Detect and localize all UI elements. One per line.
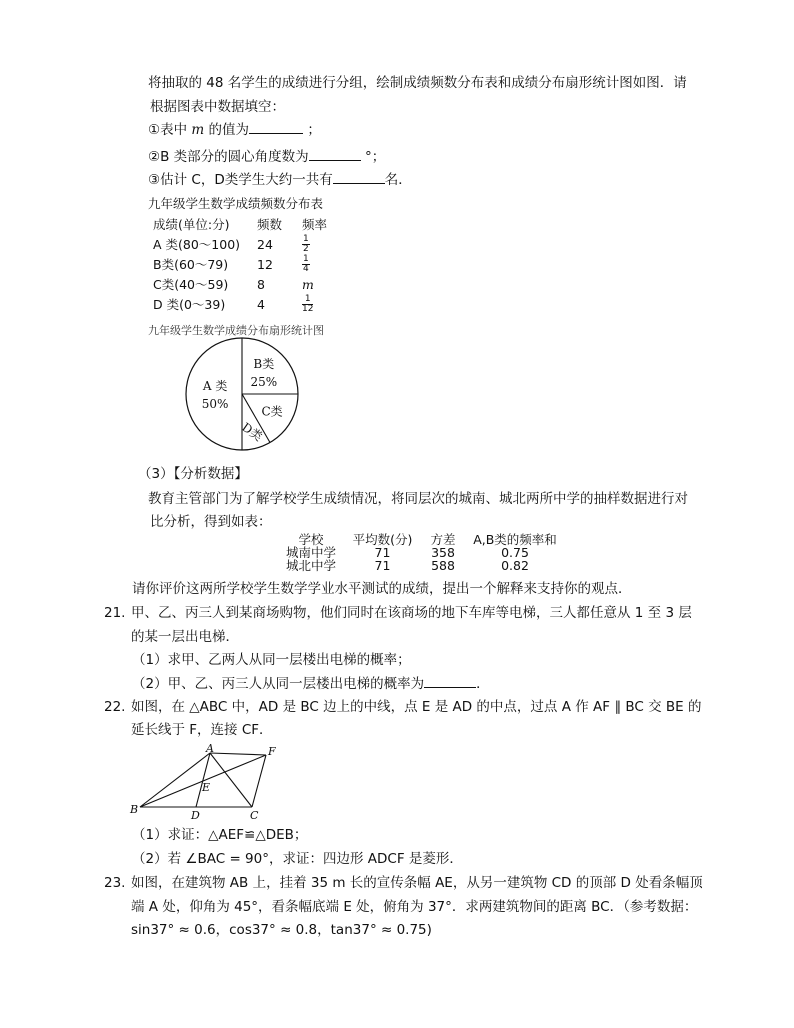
pie-slice-label: B类 xyxy=(253,357,275,372)
label-b: B xyxy=(130,803,139,816)
question-2 xyxy=(148,148,385,166)
q23-number: 23. xyxy=(104,875,126,891)
q21-line-2: 的某一层出电梯． xyxy=(131,629,239,645)
q22-line-1: 如图，在 △ABC 中，AD 是 BC 边上的中线，点 E 是 AD 的中点，过点 A 作 AF ∥ BC 交 BE 的 xyxy=(131,699,702,715)
freq-value xyxy=(302,254,327,274)
q21-sub2-end: ． xyxy=(476,676,490,692)
pie-slice-percent: 50% xyxy=(201,397,229,411)
cmp-school: 城北中学 xyxy=(285,558,336,573)
comparison-table xyxy=(278,533,565,572)
q21-sub-2 xyxy=(132,675,490,693)
q22-sub-1: （1）求证：△AEF≌△DEB； xyxy=(132,827,308,843)
freq-value: m xyxy=(302,276,314,292)
segment-fc xyxy=(252,755,266,807)
freq-header-score: 成绩(单位:分) xyxy=(153,217,230,232)
fraction-numerator: 1 xyxy=(303,233,309,244)
q2-answer-blank[interactable] xyxy=(309,148,361,161)
pie-chart xyxy=(182,336,322,456)
question-1 xyxy=(148,121,321,139)
segment-ac xyxy=(210,753,252,807)
q23-line-2: 端 A 处，仰角为 45°，看条幅底端 E 处，俯角为 37°．求两建筑物间的距离 BC．（参考数据： xyxy=(131,899,698,915)
freq-value xyxy=(302,294,327,314)
segment-ad xyxy=(196,753,210,807)
q21-sub-1: （1）求甲、乙两人从同一层楼出电梯的概率； xyxy=(132,652,411,668)
q1-answer-blank[interactable] xyxy=(249,121,303,134)
freq-header-frequency: 频率 xyxy=(302,217,328,232)
fraction-denominator: 4 xyxy=(303,263,309,274)
intro-line-1: 将抽取的 48 名学生的成绩进行分组，绘制成绩频数分布表和成绩分布扇形统计图如图．请 xyxy=(148,75,687,91)
q22-line-2: 延长线于 F，连接 CF． xyxy=(131,722,273,738)
q2-prefix: ②B 类部分的圆心角度数为 xyxy=(148,149,309,165)
q1-variable: m xyxy=(191,122,205,138)
cmp-variance: 358 xyxy=(431,545,455,560)
table-row xyxy=(278,559,565,572)
cmp-frequency: 0.75 xyxy=(501,545,529,560)
cmp-mean: 71 xyxy=(374,558,391,573)
cmp-variance: 588 xyxy=(431,558,455,573)
segment-af xyxy=(210,753,266,755)
q3-end: 名． xyxy=(384,172,412,188)
label-e: E xyxy=(202,781,211,794)
table-row xyxy=(153,234,327,254)
freq-category: A 类(80～100) xyxy=(153,237,241,252)
q2-end: °； xyxy=(364,149,386,165)
cmp-frequency: 0.82 xyxy=(501,558,529,573)
q1-end: ； xyxy=(307,122,321,138)
q22-sub-2: （2）若 ∠BAC = 90°，求证：四边形 ADCF 是菱形． xyxy=(132,851,463,867)
part3-line-3: 请你评价这两所学校学生数学学业水平测试的成绩，提出一个解释来支持你的观点． xyxy=(132,581,632,597)
freq-value xyxy=(302,234,327,254)
freq-category: C类(40～59) xyxy=(153,277,229,292)
pie-slice-percent: 25% xyxy=(250,375,278,390)
label-d: D xyxy=(191,809,200,821)
cmp-header-mean: 平均数(分) xyxy=(352,532,413,547)
fraction-numerator: 1 xyxy=(303,253,309,264)
pie-slice-label: A 类 xyxy=(202,379,228,393)
cmp-header-frequency: A,B类的频率和 xyxy=(473,532,557,547)
q1-prefix: ①表中 xyxy=(148,122,188,138)
cmp-school: 城南中学 xyxy=(285,545,336,560)
table-row xyxy=(153,274,327,294)
label-f: F xyxy=(268,745,276,758)
label-c: C xyxy=(250,809,259,821)
fraction-denominator: 12 xyxy=(302,303,314,314)
freq-count: 4 xyxy=(257,296,265,312)
table-row xyxy=(153,294,327,314)
table-row xyxy=(153,254,327,274)
fraction-denominator: 2 xyxy=(303,243,309,254)
freq-count: 8 xyxy=(257,276,265,292)
part3-line-1: 教育主管部门为了解学校学生成绩情况，将同层次的城南、城北两所中学的抽样数据进行对 xyxy=(148,491,688,507)
freq-count: 12 xyxy=(257,256,273,272)
part3-line-2: 比分析，得到如表： xyxy=(150,514,272,530)
pie-chart-title: 九年级学生数学成绩分布扇形统计图 xyxy=(148,324,324,337)
intro-line-2: 根据图表中数据填空： xyxy=(150,99,285,115)
q22-number: 22. xyxy=(104,699,126,715)
q3-prefix: ③估计 C，D类学生大约一共有 xyxy=(148,172,333,188)
cmp-header-school: 学校 xyxy=(298,532,324,547)
part3-heading: （3）【分析数据】 xyxy=(138,466,248,482)
q21-line-1: 甲、乙、丙三人到某商场购物，他们同时在该商场的地下车库等电梯，三人都任意从 1 至 3 层 xyxy=(131,605,692,621)
q3-answer-blank[interactable] xyxy=(333,171,385,184)
q21-sub2-text: （2）甲、乙、丙三人从同一层楼出电梯的概率为 xyxy=(132,676,425,692)
q1-text: 的值为 xyxy=(208,122,250,138)
q23-line-1: 如图，在建筑物 AB 上，挂着 35 m 长的宣传条幅 AE，从另一建筑物 CD 的顶部 D 处看条幅顶 xyxy=(131,875,703,891)
fraction-numerator: 1 xyxy=(302,295,313,305)
cmp-mean: 71 xyxy=(374,545,391,560)
freq-category: D 类(0～39) xyxy=(153,297,226,312)
pie-slice-label: C类 xyxy=(261,404,283,419)
freq-count: 24 xyxy=(257,236,273,252)
freq-table xyxy=(153,214,327,314)
label-a: A xyxy=(206,743,214,755)
triangle-figure xyxy=(128,743,278,821)
q23-line-3: sin37° ≈ 0.6，cos37° ≈ 0.8，tan37° ≈ 0.75) xyxy=(131,922,432,938)
freq-table-header-row xyxy=(153,214,327,234)
freq-header-count: 频数 xyxy=(257,217,283,232)
cmp-header-variance: 方差 xyxy=(430,532,456,547)
freq-category: B类(60～79) xyxy=(153,257,229,272)
pie-slice-label: D类 xyxy=(239,419,265,444)
q21-answer-blank[interactable] xyxy=(424,675,476,688)
segment-ba xyxy=(140,753,210,807)
q21-number: 21. xyxy=(104,605,126,621)
freq-table-title: 九年级学生数学成绩频数分布表 xyxy=(148,196,324,211)
question-3 xyxy=(148,171,412,189)
